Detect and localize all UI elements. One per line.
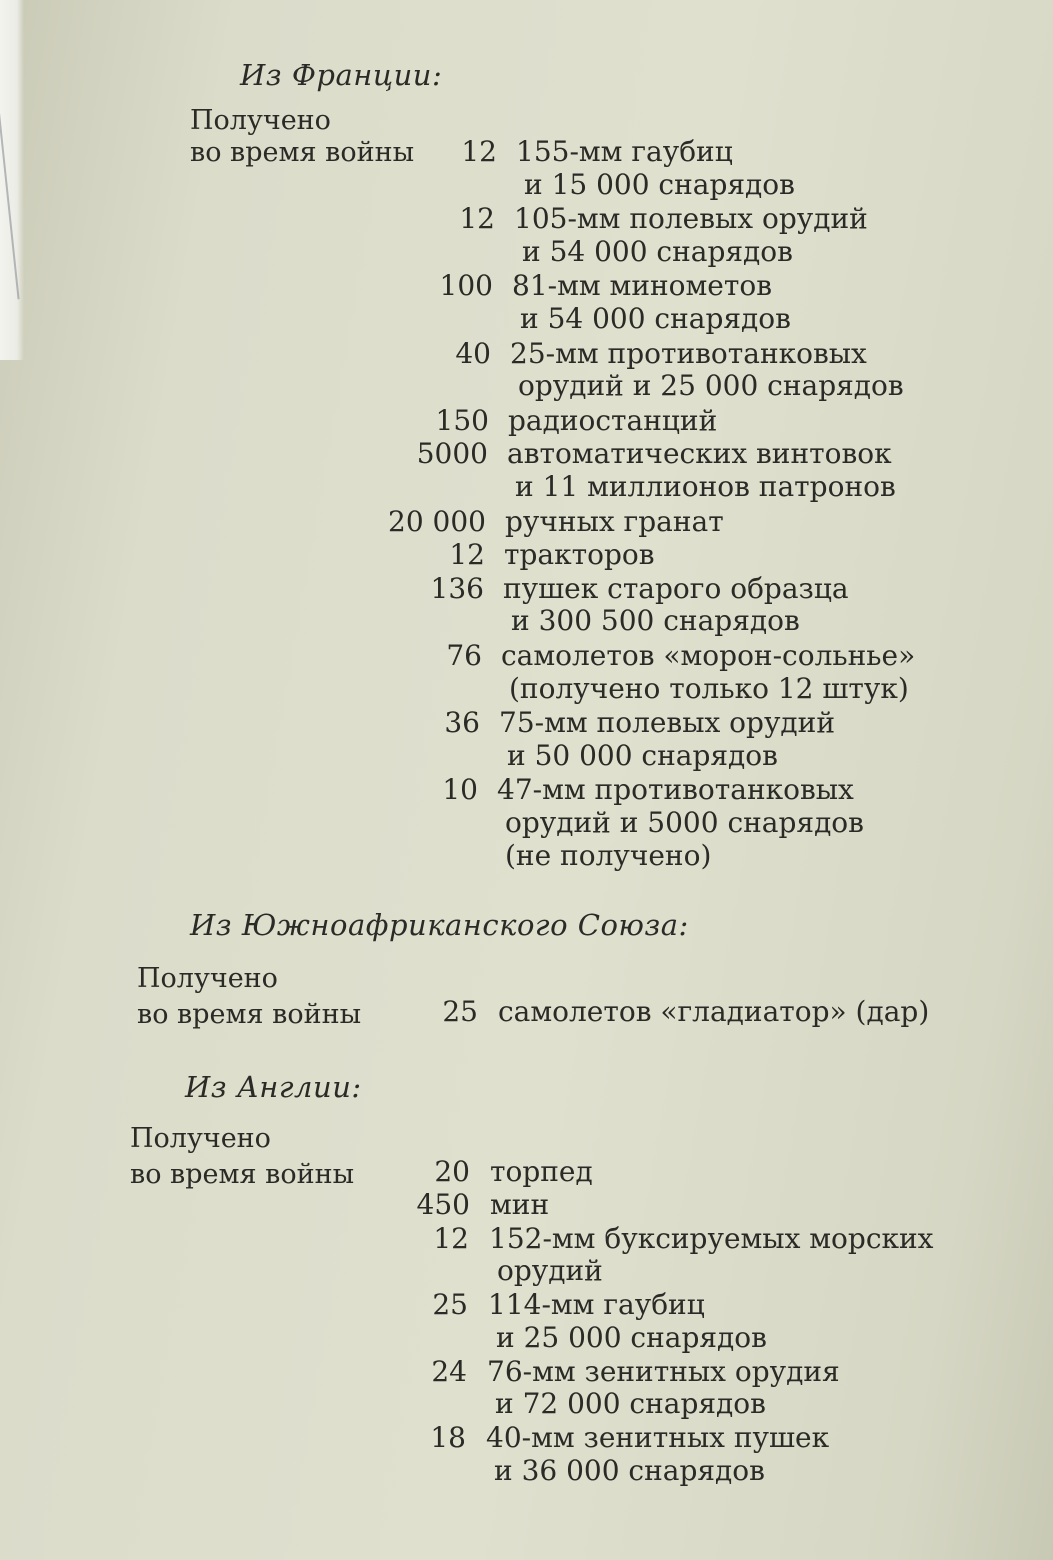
item-description-line: орудий и 25 000 снарядов xyxy=(518,369,904,403)
item-description-line: 152-мм буксируемых морских xyxy=(489,1221,934,1255)
item-description xyxy=(499,707,835,772)
item-quantity: 36 xyxy=(444,706,480,740)
item-description-line: тракторов xyxy=(504,538,655,572)
item-quantity: 450 xyxy=(416,1188,470,1222)
received-label-france-2: во время войны xyxy=(190,137,415,168)
item-description-line: и 54 000 снарядов xyxy=(522,234,793,268)
item-description xyxy=(516,136,795,201)
item-description-line: (не получено) xyxy=(505,838,712,872)
item-description-line: пушек старого образца xyxy=(503,571,849,605)
item-quantity: 76 xyxy=(446,639,482,672)
received-label-south-africa-2: во время войны xyxy=(137,999,362,1030)
item-description xyxy=(490,1156,593,1189)
item-description-line: орудий и 5000 снарядов xyxy=(505,805,864,839)
item-description-line: радиостанций xyxy=(508,403,718,437)
item-quantity: 20 xyxy=(434,1155,470,1188)
item-quantity: 150 xyxy=(435,403,489,437)
item-quantity: 5000 xyxy=(416,437,488,471)
item-quantity: 20 000 xyxy=(388,504,486,538)
item-description-line: и 50 000 снарядов xyxy=(507,738,778,772)
item-quantity: 12 xyxy=(449,538,485,572)
item-quantity: 136 xyxy=(430,571,484,605)
item-description-line: 47-мм противотанковых xyxy=(497,773,854,807)
item-quantity: 25 xyxy=(432,1288,468,1322)
item-description-line: автоматических винтовок xyxy=(507,437,892,471)
item-description-line: и 25 000 снарядов xyxy=(496,1320,767,1354)
item-quantity: 10 xyxy=(442,773,478,807)
item-description xyxy=(512,270,791,335)
received-label-south-africa: Получено xyxy=(137,963,278,994)
item-description xyxy=(510,338,904,403)
item-description-line: и 11 миллионов патронов xyxy=(515,469,896,503)
received-label-england: Получено xyxy=(130,1123,271,1154)
heading-south-africa: Из Южноафриканского Союза: xyxy=(190,908,689,942)
item-description-line: мин xyxy=(490,1188,550,1222)
item-description xyxy=(505,506,724,539)
item-description xyxy=(501,640,915,705)
item-description-line: и 72 000 снарядов xyxy=(495,1387,766,1421)
item-description xyxy=(498,996,929,1029)
item-description-line: 81-мм минометов xyxy=(512,269,772,303)
item-description xyxy=(489,1223,933,1288)
received-label-france: Получено xyxy=(190,105,331,136)
item-description-line: и 54 000 снарядов xyxy=(520,301,791,335)
item-description-line: 25-мм противотанковых xyxy=(510,336,867,370)
item-description-line: ручных гранат xyxy=(505,504,724,538)
item-description xyxy=(504,539,655,572)
item-quantity: 18 xyxy=(430,1421,466,1455)
item-description-line: орудий xyxy=(497,1254,603,1288)
item-description-line: 75-мм полевых орудий xyxy=(499,706,835,740)
item-quantity: 40 xyxy=(455,336,491,370)
item-description-line: и 36 000 снарядов xyxy=(494,1453,765,1487)
item-description-line: и 300 500 снарядов xyxy=(511,604,800,638)
item-description xyxy=(486,1422,829,1487)
item-description-line: 114-мм гаубиц xyxy=(488,1288,705,1322)
item-description xyxy=(487,1356,840,1421)
item-quantity: 100 xyxy=(439,269,493,303)
item-description xyxy=(503,573,849,638)
item-description-line: 155-мм гаубиц xyxy=(516,135,733,168)
item-description-line: торпед xyxy=(490,1155,593,1188)
item-quantity: 12 xyxy=(459,202,495,236)
item-quantity: 25 xyxy=(442,995,478,1028)
item-description-line: и 15 000 снарядов xyxy=(524,167,795,201)
adjacent-page-edge xyxy=(0,0,24,360)
received-label-england-2: во время войны xyxy=(130,1159,355,1190)
item-description xyxy=(490,1189,549,1222)
item-description xyxy=(508,405,717,438)
item-description-line: 105-мм полевых орудий xyxy=(514,202,868,236)
item-description-line: (получено только 12 штук) xyxy=(509,671,909,705)
item-description-line: 76-мм зенитных орудия xyxy=(487,1354,840,1388)
item-description-line: самолетов «морон-сольнье» xyxy=(501,639,916,672)
item-description xyxy=(514,203,868,268)
item-description xyxy=(507,438,896,503)
item-description xyxy=(488,1289,767,1354)
item-description xyxy=(497,774,864,872)
heading-england: Из Англии: xyxy=(185,1070,362,1104)
item-description-line: самолетов «гладиатор» (дар) xyxy=(498,995,930,1028)
item-quantity: 24 xyxy=(431,1354,467,1388)
item-description-line: 40-мм зенитных пушек xyxy=(486,1421,830,1455)
item-quantity: 12 xyxy=(433,1221,469,1255)
item-quantity: 12 xyxy=(461,135,497,168)
heading-france: Из Франции: xyxy=(240,58,443,92)
